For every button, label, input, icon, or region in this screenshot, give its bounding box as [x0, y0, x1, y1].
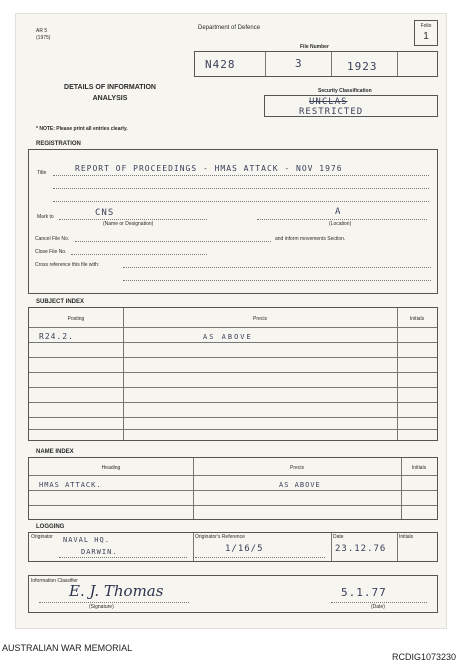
col-precis: Precis — [253, 316, 267, 322]
logging-heading: LOGGING — [36, 524, 65, 530]
name-row-rule — [29, 490, 437, 491]
classified-date-line — [331, 602, 427, 603]
subject-row-rule — [29, 372, 437, 373]
folio-label: Folio — [420, 23, 432, 29]
name-row-rule — [29, 505, 437, 506]
file-number-box — [194, 51, 438, 77]
col-initials: Initials — [411, 465, 427, 471]
name-header-rule — [29, 475, 437, 476]
cross-ref-label: Cross reference this file with: — [35, 262, 100, 268]
date-label: Date — [333, 534, 344, 540]
subject-row-rule — [29, 429, 437, 430]
col-heading: Heading — [101, 465, 121, 471]
title-value: REPORT OF PROCEEDINGS - HMAS ATTACK - NOV 1976 — [75, 164, 343, 173]
subject-row-rule — [29, 417, 437, 418]
subject-row1-posting: R24.2. — [39, 332, 74, 341]
cancel-file-label: Cancel File No. — [35, 236, 70, 242]
name-index-heading: NAME INDEX — [36, 449, 74, 455]
originator-line2: DARWIN. — [81, 548, 118, 556]
note-text: * NOTE: Please print all entries clearly. — [36, 126, 128, 132]
file-divider-1 — [265, 52, 266, 76]
cancel-file-suffix: and inform movements Section. — [275, 236, 346, 242]
orig-ref-line — [195, 557, 325, 558]
classifier-label: Information Classifier — [31, 578, 78, 584]
folio-box — [414, 20, 438, 46]
originator-label: Originator — [31, 534, 53, 540]
folio-number: 1 — [423, 31, 429, 42]
file-part-2: 3 — [295, 57, 303, 70]
orig-ref-label: Originator's Reference — [195, 534, 245, 540]
details-title-line1: DETAILS OF INFORMATION — [64, 84, 156, 91]
name-col-divider-2 — [401, 458, 402, 519]
location-label: (Location) — [329, 221, 352, 227]
close-file-label: Close File No. — [35, 249, 67, 255]
originator-line — [59, 557, 187, 558]
date-paren-label: (Date) — [371, 604, 385, 610]
security-value: RESTRICTED — [299, 107, 364, 117]
classifier-box — [28, 575, 438, 613]
registration-heading: REGISTRATION — [36, 141, 81, 147]
cross-ref-line-2 — [123, 280, 431, 281]
mark-to-value: CNS — [95, 208, 115, 218]
department-label: Department of Defence — [198, 25, 261, 31]
form-code: AR 5 — [36, 28, 48, 34]
name-index-table — [28, 457, 438, 520]
signature-label: (Signature) — [89, 604, 114, 610]
mark-to-label: Mark to — [37, 214, 54, 220]
details-title — [50, 82, 170, 104]
file-part-1: N428 — [205, 58, 236, 71]
subject-row-rule — [29, 357, 437, 358]
security-crossed: UNCLAS — [309, 97, 348, 107]
footer-left: AUSTRALIAN WAR MEMORIAL — [2, 643, 133, 653]
col-precis: Precis — [290, 465, 304, 471]
title-line-2 — [53, 188, 429, 189]
title-line-3 — [53, 201, 429, 202]
logging-box — [28, 532, 438, 562]
file-number-label: File Number — [300, 44, 329, 50]
subject-row-rule — [29, 402, 437, 403]
security-box — [264, 95, 438, 117]
classified-date: 5.1.77 — [341, 586, 387, 599]
subject-row-rule — [29, 342, 437, 343]
title-label: Title — [37, 170, 47, 176]
file-divider-2 — [331, 52, 332, 76]
security-label: Security Classification — [318, 88, 372, 94]
mark-to-line — [59, 219, 207, 220]
col-posting: Posting — [67, 316, 85, 322]
date-value: 23.12.76 — [335, 544, 387, 554]
subject-row-rule — [29, 387, 437, 388]
subject-index-table — [28, 307, 438, 441]
originator-line1: NAVAL HQ. — [63, 536, 110, 544]
logging-divider-2 — [331, 533, 332, 561]
cross-ref-line-1 — [123, 267, 431, 268]
details-title-line2: ANALYSIS — [92, 95, 128, 102]
col-initials: Initials — [409, 316, 425, 322]
title-line-1 — [53, 175, 429, 176]
subject-row1-precis: AS ABOVE — [203, 333, 253, 341]
close-file-line — [71, 254, 207, 255]
name-row1-precis: AS ABOVE — [279, 481, 321, 489]
footer-right: RCDIG1073230 — [391, 652, 456, 662]
orig-ref-value: 1/16/5 — [225, 544, 264, 554]
file-divider-3 — [397, 52, 398, 76]
logging-initials-label: Initials — [399, 534, 414, 540]
subject-header-rule — [29, 327, 437, 328]
name-row1-heading: HMAS ATTACK. — [39, 481, 102, 489]
classifier-signature: E. J. Thomas — [69, 582, 164, 600]
logging-divider-3 — [397, 533, 398, 561]
cancel-file-line — [75, 241, 271, 242]
location-line — [257, 219, 427, 220]
logging-divider-1 — [193, 533, 194, 561]
signature-line — [39, 602, 189, 603]
form-year: (1975) — [36, 35, 51, 41]
registration-box — [28, 149, 438, 294]
subject-index-heading: SUBJECT INDEX — [36, 299, 85, 305]
name-designation-label: (Name or Designation) — [103, 221, 154, 227]
file-part-3: 1923 — [347, 60, 378, 73]
location-value: A — [335, 207, 342, 217]
name-col-divider-1 — [193, 458, 194, 519]
